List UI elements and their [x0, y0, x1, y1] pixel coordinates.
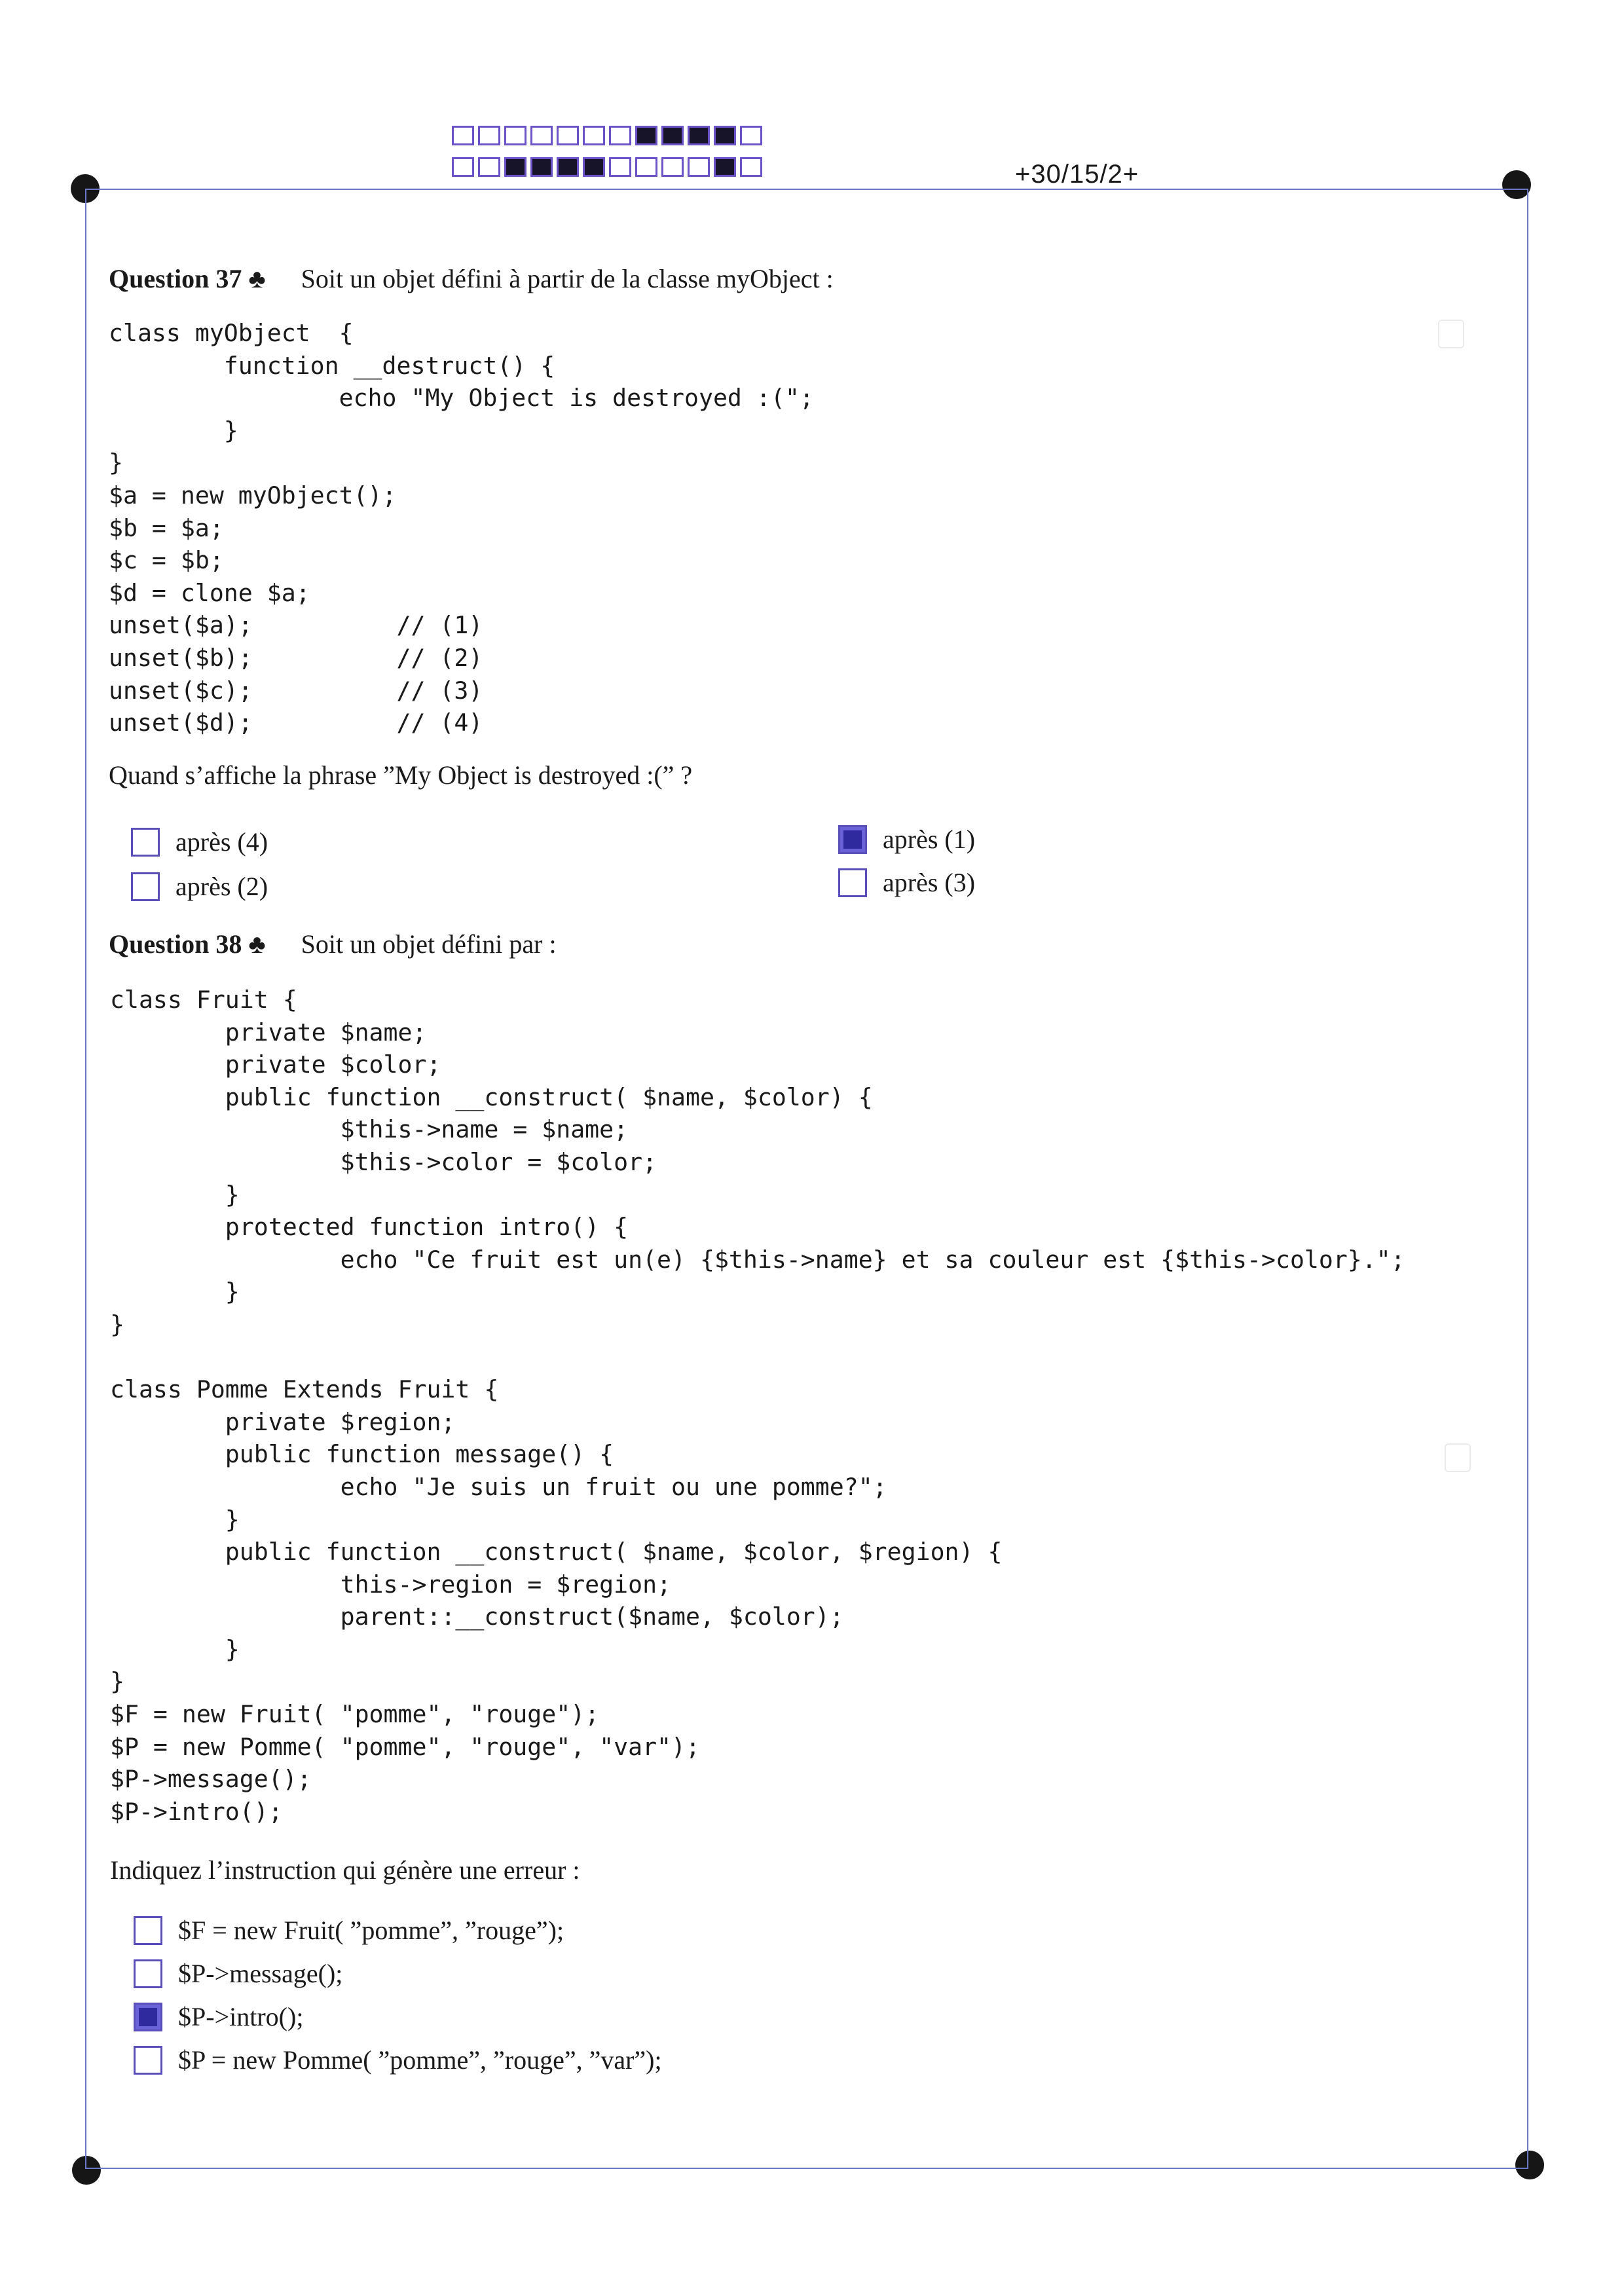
scan-mark: [1445, 1443, 1471, 1472]
choice-q37-b[interactable]: [131, 871, 268, 902]
id-bar-cell: [530, 126, 553, 145]
choice-label: après (2): [175, 872, 268, 901]
choice-label: après (4): [175, 827, 268, 857]
id-bar-cell: [504, 126, 526, 145]
club-icon: ♣: [248, 929, 266, 959]
id-bar-cell: [530, 157, 553, 177]
id-bar-cell: [740, 157, 762, 177]
question-number: Question 38 ♣: [109, 929, 266, 959]
page-code: +30/15/2+: [1015, 160, 1139, 189]
choice-q38-d[interactable]: [134, 2045, 662, 2075]
choice-label: après (1): [883, 824, 976, 854]
id-bar-cell: [688, 157, 710, 177]
id-bar-cell: [740, 126, 762, 145]
choice-q38-a[interactable]: [134, 1915, 564, 1946]
club-icon: ♣: [248, 264, 266, 293]
checkbox[interactable]: [838, 868, 867, 897]
id-bar-cell: [661, 157, 684, 177]
id-bar-cell: [452, 126, 474, 145]
id-bar-cell: [478, 126, 500, 145]
choice-q38-b[interactable]: [134, 1958, 342, 1989]
id-bar-row-1: [452, 126, 766, 149]
code-block-q37: class myObject { function __destruct() { echo "My Object is destroyed :("; } } $a = new myObject(); $b = $a; $c = $b; $d = clone $a; unset($a); // (1) unset($b); // (2) unset($c); // (3) unset($d); // (4): [109, 319, 814, 737]
checkbox[interactable]: [134, 2003, 162, 2031]
question-38-prompt: Indiquez l’instruction qui génère une erreur :: [110, 1855, 580, 1885]
choice-q37-a[interactable]: [131, 826, 268, 857]
choice-label: $F = new Fruit( ”pomme”, ”rouge”);: [178, 1916, 564, 1945]
checkbox[interactable]: [131, 828, 160, 857]
question-number: Question 37 ♣: [109, 264, 266, 293]
id-bar-cell: [661, 126, 684, 145]
id-bar-cell: [635, 157, 657, 177]
question-37-header: [109, 263, 834, 294]
scan-mark: [1438, 320, 1464, 348]
id-bar-cell: [714, 157, 736, 177]
choice-q38-c[interactable]: [134, 2001, 303, 2032]
id-bar-cell: [583, 126, 605, 145]
id-bar-cell: [609, 157, 631, 177]
id-bar-cell: [478, 157, 500, 177]
id-bar-cell: [609, 126, 631, 145]
id-bar-cell: [714, 126, 736, 145]
id-bar-cell: [504, 157, 526, 177]
id-bar-cell: [452, 157, 474, 177]
choice-label: $P->message();: [178, 1959, 343, 1988]
checkbox[interactable]: [838, 825, 867, 854]
checkbox[interactable]: [134, 1959, 162, 1988]
id-bar-cell: [635, 126, 657, 145]
id-bar-cell: [583, 157, 605, 177]
checkbox[interactable]: [131, 872, 160, 901]
question-text: Soit un objet défini à partir de la classe myObject :: [301, 264, 834, 293]
code-block-q38: class Fruit { private $name; private $color; public function __construct( $name, $color) { $this->name = $name; $this->color = $color; } protected function intro() { echo "Ce fruit est un(e) {$this->name} et sa couleur est {$this->color}."; } } class Pomme Extends Fruit { private $region; public function message() { echo "Je suis un fruit ou une pomme?"; } public function __construct( $name, $color, $region) { this->region = $region; parent::__construct($name, $color); } } $F = new Fruit( "pomme", "rouge"); $P = new Pomme( "pomme", "rouge", "var"); $P->message(); $P->intro();: [110, 986, 1405, 1826]
checkbox[interactable]: [134, 1916, 162, 1945]
choice-q37-c[interactable]: [838, 824, 975, 855]
choice-label: $P->intro();: [178, 2002, 304, 2031]
id-bar-cell: [557, 157, 579, 177]
question-text: Soit un objet défini par :: [301, 929, 557, 959]
id-bar-cell: [688, 126, 710, 145]
id-bar-row-2: [452, 157, 766, 181]
choice-q37-d[interactable]: [838, 867, 975, 898]
checkbox[interactable]: [134, 2046, 162, 2075]
choice-label: $P = new Pomme( ”pomme”, ”rouge”, ”var”);: [178, 2045, 662, 2075]
question-37-prompt: Quand s’affiche la phrase ”My Object is destroyed :(” ?: [109, 760, 693, 790]
choice-label: après (3): [883, 868, 976, 897]
id-bar-cell: [557, 126, 579, 145]
question-38-header: [109, 929, 557, 959]
